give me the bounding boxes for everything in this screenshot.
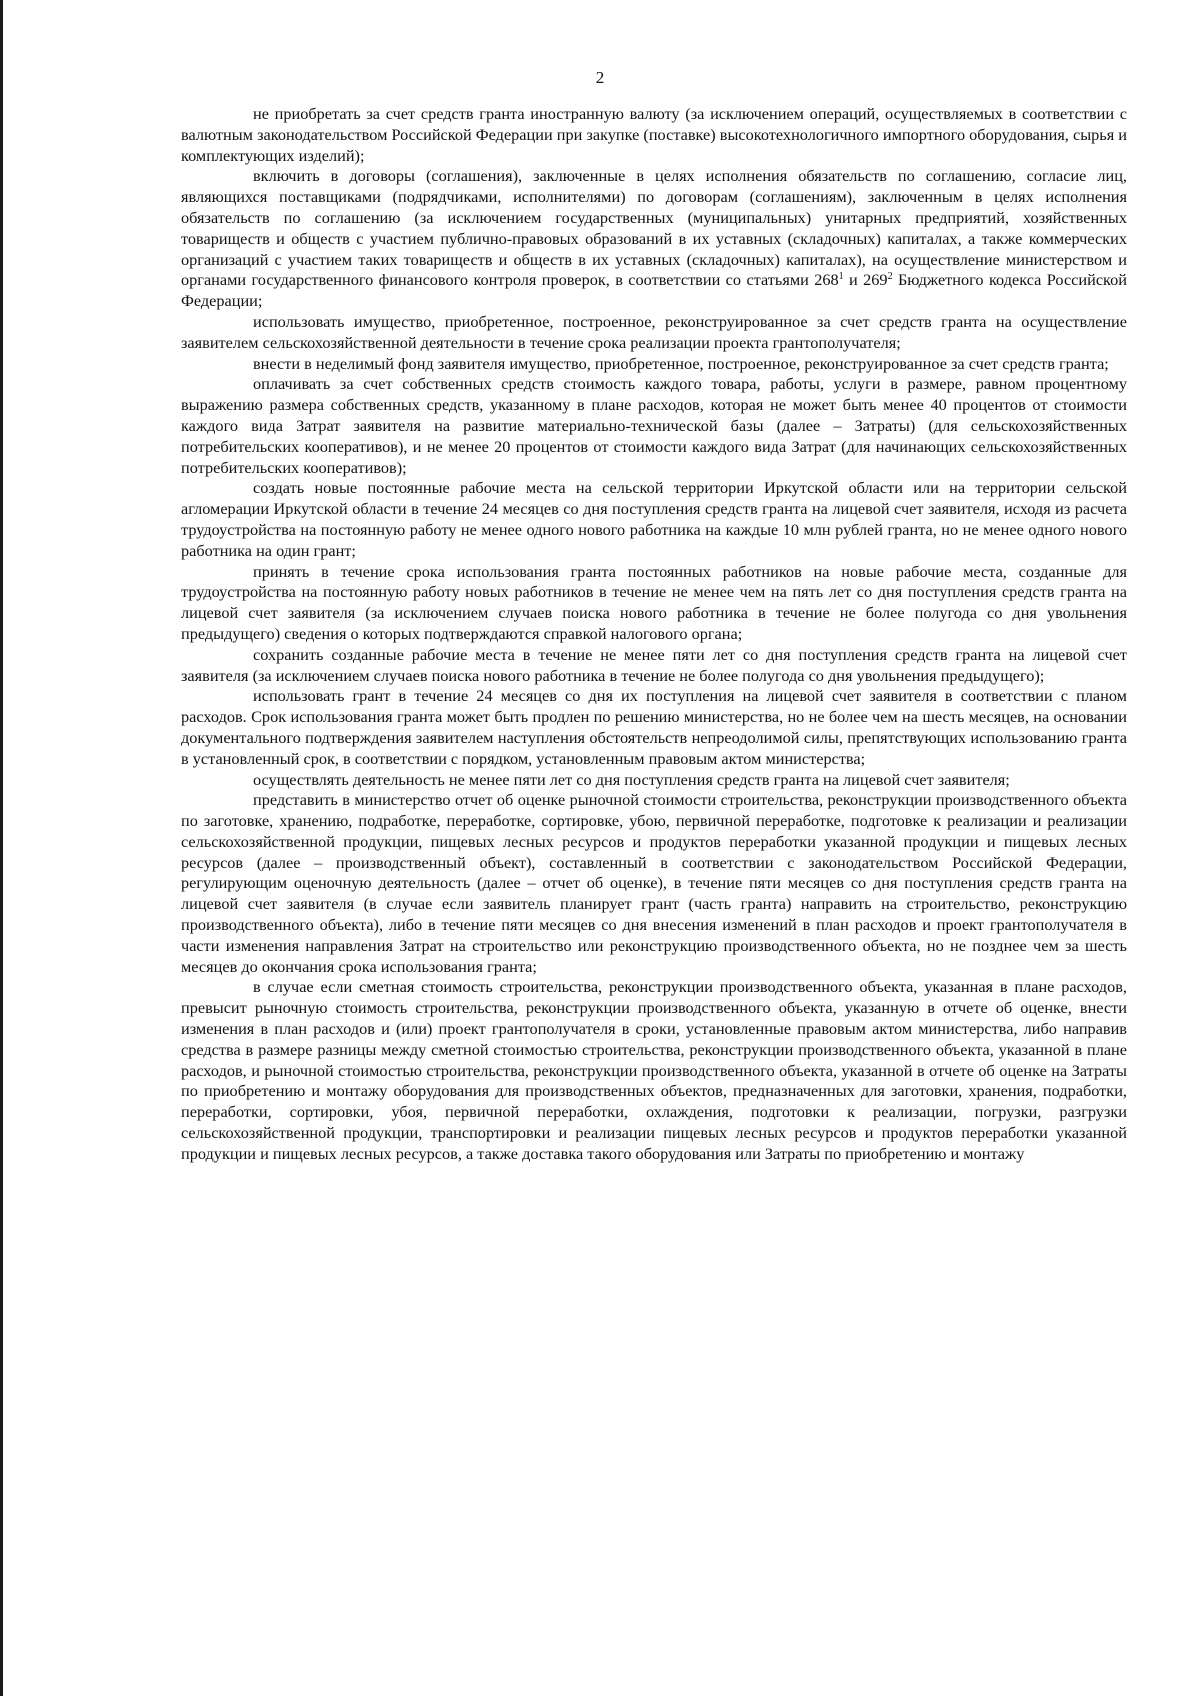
article-number: 268 <box>814 270 839 290</box>
paragraph-text: включить в договоры (соглашения), заключенные в целях исполнения обязательств по соглашению, согласие лиц, являющихся поставщиками (подрядчиками, исполнителями) по договорам (соглашениям), заключенным в целях исполнения обязательств по соглашению (за исключением государственных (муниципальных) унитарных предприятий, хозяйственных товариществ и обществ с участием публично-правовых образований в их уставных (складочных) капиталах, а также коммерческих организаций с участием таких товариществ и обществ в их уставных (складочных) капиталах), на осуществление министерством и органами государственного финансового контроля проверок, в соответствии со статьями <box>181 166 1127 290</box>
paragraph-new-jobs: создать новые постоянные рабочие места на сельской территории Иркутской области или на территории сельской агломерации Иркутской области в течение 24 месяцев со дня поступления средств гранта на лицевой счет заявителя, исходя из расчета трудоустройства на постоянную работу не менее одного нового работника на каждые 10 млн рублей гранта, но не менее одного нового работника на один грант; <box>181 478 1127 560</box>
article-number: 269 <box>863 270 888 290</box>
paragraph-own-funds: оплачивать за счет собственных средств стоимость каждого товара, работы, услуги в размере, равном процентному выражению размера собственных средств, указанному в плане расходов, которая не может быть менее 40 процентов от стоимости каждого вида Затрат заявителя на развитие материально-технической базы (далее – Затраты) (для сельскохозяйственных потребительских кооперативов), и не менее 20 процентов от стоимости каждого вида Затрат (для начинающих сельскохозяйственных потребительских кооперативов); <box>181 374 1127 477</box>
paragraph-contract-consent <box>181 166 1127 312</box>
paragraph-cost-excess: в случае если сметная стоимость строительства, реконструкции производственного объекта, указанная в плане расходов, превысит рыночную стоимость строительства, реконструкции производственного объекта, указанную в отчете об оценке, внести изменения в план расходов и (или) проект грантополучателя в сроки, установленные правовым актом министерства, либо направив средства в размере разницы между сметной стоимостью строительства, реконструкции производственного объекта, указанной в плане расходов, и рыночной стоимостью строительства, реконструкции производственного объекта, указанной в отчете об оценке на Затраты по приобретению и монтажу оборудования для производственных объектов, предназначенных для заготовки, хранения, подработки, переработки, сортировки, убоя, первичной переработки, охлаждения, подготовки к реализации, погрузки, разгрузки сельскохозяйственной продукции, транспортировки и реализации пищевых лесных ресурсов и продуктов переработки указанной продукции и пищевых лесных ресурсов, а также доставка такого оборудования или Затраты по приобретению и монтажу <box>181 977 1127 1163</box>
article-superscript: 1 <box>838 271 844 283</box>
conjunction: и <box>843 270 864 290</box>
paragraph-property-use: использовать имущество, приобретенное, построенное, реконструированное за счет средств гранта на осуществление заявителем сельскохозяйственной деятельности в течение срока реализации проекта грантополучателя; <box>181 311 1127 352</box>
paragraph-keep-jobs: сохранить созданные рабочие места в течение не менее пяти лет со дня поступления средств гранта на лицевой счет заявителя (за исключением случаев поиска нового работника в течение не более полугода со дня увольнения предыдущего); <box>181 644 1127 685</box>
paragraph-valuation-report: представить в министерство отчет об оценке рыночной стоимости строительства, реконструкции производственного объекта по заготовке, хранению, подработке, переработке, сортировке, убою, первичной переработке, подготовке к реализации и реализации сельскохозяйственной продукции, пищевых лесных ресурсов и продуктов переработки указанной продукции и пищевых лесных ресурсов (далее – производственный объект), составленный в соответствии с законодательством Российской Федерации, регулирующим оценочную деятельность (далее – отчет об оценке), в течение пяти месяцев со дня поступления средств гранта на лицевой счет заявителя (в случае если заявитель планирует грант (часть гранта) направить на строительство, реконструкцию производственного объекта), либо в течение пяти месяцев со дня внесения изменений в план расходов и проект грантополучателя в части изменения направления Затрат на строительство или реконструкцию производственного объекта, но не позднее чем за шесть месяцев до окончания срока использования гранта; <box>181 790 1127 976</box>
paragraph-currency-restriction: не приобретать за счет средств гранта иностранную валюту (за исключением операций, осуществляемых в соответствии с валютным законодательством Российской Федерации при закупке (поставке) высокотехнологичного импортного оборудования, сырья и комплектующих изделий); <box>181 104 1127 165</box>
paragraph-grant-term: использовать грант в течение 24 месяцев со дня их поступления на лицевой счет заявителя в соответствии с планом расходов. Срок использования гранта может быть продлен по решению министерства, но не более чем на шесть месяцев, на основании документального подтверждения заявителем наступления обстоятельств непреодолимой силы, препятствующих использованию гранта в установленный срок, в соответствии с порядком, установленным правовым актом министерства; <box>181 686 1127 768</box>
paragraph-activity-term: осуществлять деятельность не менее пяти лет со дня поступления средств гранта на лицевой счет заявителя; <box>253 769 1010 789</box>
article-superscript: 2 <box>887 271 893 283</box>
document-body <box>181 104 1127 1165</box>
page-number: 2 <box>595 68 605 87</box>
paragraph-text: Бюджетного кодекса Российской Федерации; <box>181 270 1127 311</box>
paragraph-hire-workers: принять в течение срока использования гранта постоянных работников на новые рабочие места, созданные для трудоустройства на постоянную работу новых работников в течение не менее чем на пять лет со дня поступления средств гранта на лицевой счет заявителя (за исключением случаев поиска нового работника в течение не более полугода со дня увольнения предыдущего) сведения о которых подтверждаются справкой налогового органа; <box>181 561 1127 643</box>
paragraph-indivisible-fund: внести в неделимый фонд заявителя имущество, приобретенное, построенное, реконструированное за счет средств гранта; <box>253 353 1109 373</box>
